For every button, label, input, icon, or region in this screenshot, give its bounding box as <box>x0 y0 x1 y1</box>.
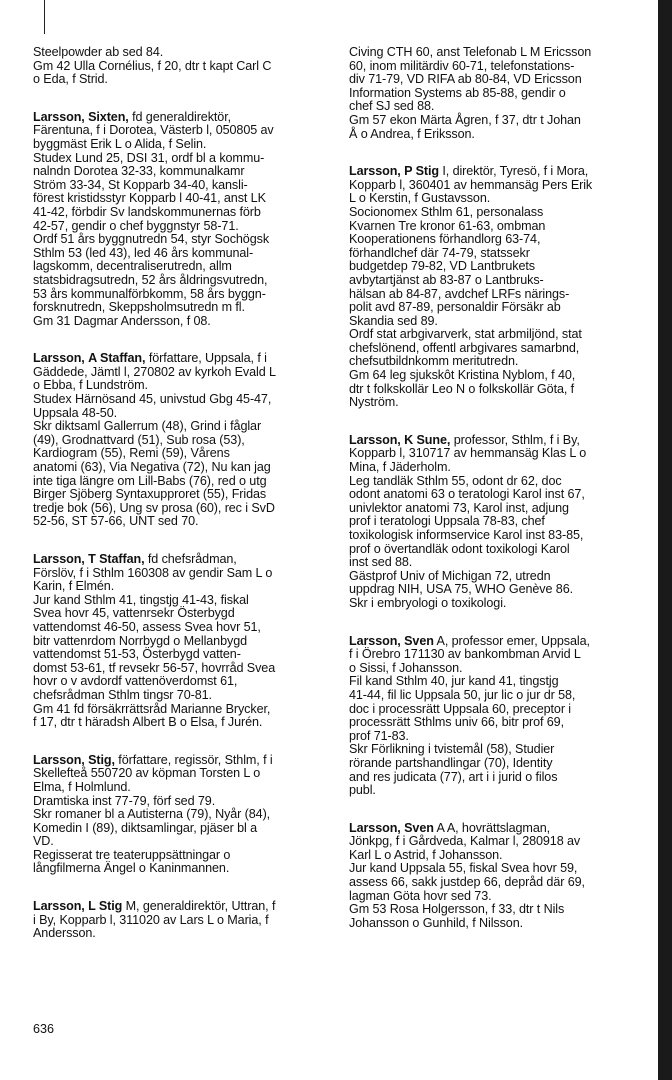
entry-heading-text: M, generaldirektör, Uttran, f <box>122 899 276 914</box>
entry-text-line: odont anatomi 63 o teratologi Karol inst 67, <box>349 487 585 502</box>
entry-text-line: L o Kerstin, f Gustavsson. <box>349 191 491 206</box>
entry-first-name: Sixten, <box>88 109 129 124</box>
entry-text-line: 52-56, ST 57-66, UNT sed 70. <box>33 514 199 529</box>
entry-text-line: 41-42, förbdir Sv landskommunernas förb <box>33 204 261 219</box>
entry-text-line: budgetdep 79-82, VD Lantbrukets <box>349 259 535 274</box>
entry-heading-text: fd generaldirektör, <box>128 109 232 124</box>
entry-text-line: Skellefteå 550720 av köpman Torsten L o <box>33 766 261 781</box>
entry-text-line: chefsrådman Sthlm tingsr 70-81. <box>33 687 212 702</box>
entry-text-line: Nyström. <box>349 395 399 410</box>
entry-text-line: inte tiga längre om Lill-Babs (76), red o utg <box>33 473 267 488</box>
entry-text-line: Kopparb l, 360401 av hemmansäg Pers Erik <box>349 177 593 192</box>
entry-text-line: Komedin I (89), diktsamlingar, pjäser bl a <box>33 820 257 835</box>
entry-text-line: Kardiogram (55), Remi (59), Vårens <box>33 446 230 461</box>
entry-text-line: rörande partshandlingar (70), Identity <box>349 755 553 770</box>
entry-heading <box>33 900 338 914</box>
entry-text-line: Gästprof Univ of Michigan 72, utredn <box>349 568 551 583</box>
entry-text-line: förhandlchef där 74-79, statssekr <box>349 245 530 260</box>
entry-surname: Larsson, <box>33 752 85 767</box>
entry-text-line: chef SJ sed 88. <box>349 99 435 114</box>
entry-text-line: Information Systems ab 85-88, gendir o <box>349 85 566 100</box>
left-column <box>33 46 338 965</box>
entry-surname: Larsson, <box>349 633 401 648</box>
scan-mark <box>44 0 45 34</box>
entry-heading <box>33 111 338 125</box>
entry-text-line: Karl L o Astrid, f Johansson. <box>349 847 503 862</box>
entry-text-line: Leg tandläk Sthlm 55, odont dr 62, doc <box>349 473 562 488</box>
entry-text-line: avbytartjänst ab 83-87 o Lantbruks- <box>349 272 544 287</box>
entry-heading <box>33 553 338 567</box>
entry-text-line: assess 66, sakk justdep 66, depråd där 69, <box>349 875 585 890</box>
entry-heading-text: A, professor emer, Uppsala, <box>433 633 590 648</box>
entry-text-line: Gm 53 Rosa Holgersson, f 33, dtr t Nils <box>349 902 565 917</box>
entry-text-line: Ordf stat arbgivarverk, stat arbmiljönd, stat <box>349 327 582 342</box>
entry-surname: Larsson, <box>33 899 85 914</box>
entry-surname: Larsson, <box>349 432 401 447</box>
entry-surname: Larsson, <box>33 351 85 366</box>
entry-text-line: Regisserat tre teateruppsättningar o <box>33 847 231 862</box>
entry-heading-text: fd chefsrådman, <box>144 552 237 566</box>
entry-text-line: 42-57, gendir o chef byggnstyr 58-71. <box>33 218 239 233</box>
entry-heading-text: A A, hovrättslagman, <box>433 820 551 835</box>
entry-first-name: Stig, <box>88 752 115 767</box>
entry-text-line: långfilmerna Ängel o Kaninmannen. <box>33 861 230 876</box>
entry-text-line: Gm 64 leg sjukskôt Kristina Nyblom, f 40, <box>349 368 576 383</box>
entry-heading <box>349 434 649 448</box>
entry-text-line: domst 53-61, tf revsekr 56-57, hovrråd Svea <box>33 660 276 675</box>
entry-text-line: Gm 42 Ulla Cornélius, f 20, dtr t kapt Carl C <box>33 58 272 73</box>
biography-entry <box>349 434 649 611</box>
biography-entry <box>33 111 338 329</box>
right-column <box>349 46 649 954</box>
entry-text-line: o Eda, f Strid. <box>33 72 108 87</box>
entry-text-line: Gm 41 fd försäkrrättsråd Marianne Brycker, <box>33 701 271 716</box>
entry-text-line: Svea hovr 45, vattenrsekr Österbygd <box>33 606 235 621</box>
entry-text-line: Gm 31 Dagmar Andersson, f 08. <box>33 313 211 328</box>
entry-text-line: förest kristidsstyr Kopparb l 40-41, anst LK <box>33 191 266 206</box>
entry-text-line: inst sed 88. <box>349 555 413 570</box>
entry-text-line: Skandia sed 89. <box>349 313 438 328</box>
entry-surname: Larsson, <box>349 164 401 179</box>
entry-first-name: A Staffan, <box>88 351 146 366</box>
entry-heading <box>349 635 649 649</box>
entry-text-line: Ström 33-34, St Kopparb 34-40, kansli- <box>33 177 248 192</box>
entry-text-line: polit avd 87-89, personaldir Försäkr ab <box>349 300 561 315</box>
entry-text-line: Fil kand Sthlm 40, jur kand 41, tingstjg <box>349 674 559 689</box>
entry-text-line: (49), Grodnattvard (51), Sub rosa (53), <box>33 432 245 447</box>
entry-first-name: L Stig <box>88 899 123 914</box>
entry-text-line: toxikologisk informservice Karol inst 83-85, <box>349 528 584 542</box>
biography-entry <box>349 165 649 410</box>
entry-text-line: VD. <box>33 834 54 849</box>
entry-text-line: forsknutredn, Skeppsholmsutredn m fl. <box>33 300 245 315</box>
entry-text-line: hälsan ab 84-87, avdchef LRFs närings- <box>349 286 570 301</box>
entry-surname: Larsson, <box>33 109 85 124</box>
entry-text-line: Skr Förlikning i tvistemål (58), Studier <box>349 742 555 757</box>
entry-text-line: Birger Sjöberg Syntaxupproret (55), Fridas <box>33 487 267 502</box>
entry-text-line: vattendomst 46-50, assess Svea hovr 51, <box>33 619 261 634</box>
entry-text-line: Å o Andrea, f Eriksson. <box>349 126 475 141</box>
entry-text-line: lagman Göta hovr sed 73. <box>349 888 492 903</box>
entry-text-line: doc i processrätt Uppsala 60, preceptor i <box>349 701 572 716</box>
entry-text-line: chefslönend, offentl arbgivares samarbnd, <box>349 340 580 355</box>
entry-text-line: vattendomst 51-53, Österbygd vatten- <box>33 647 241 662</box>
entry-text-line: Uppsala 48-50. <box>33 405 118 420</box>
entry-text-line: uppdrag NIH, USA 75, WHO Genève 86. <box>349 582 573 597</box>
entry-text-line: statsbidragsutredn, 52 års åldringsvutredn, <box>33 272 268 287</box>
entry-first-name: P Stig <box>404 164 439 179</box>
entry-text-line: Jur kand Uppsala 55, fiskal Svea hovr 59, <box>349 861 578 876</box>
entry-heading-text: I, direktör, Tyresö, f i Mora, <box>438 164 589 179</box>
entry-text-line: anatomi (63), Via Negativa (72), Nu kan jag <box>33 460 271 475</box>
scan-border <box>658 0 672 1080</box>
entry-text-line: Andersson. <box>33 926 96 941</box>
entry-text-line: Gäddede, Jämtl l, 270802 av kyrkoh Evald L <box>33 364 276 379</box>
entry-text-line: Färentuna, f i Dorotea, Västerb l, 050805 av <box>33 123 274 138</box>
entry-text-line: f 17, dtr t häradsh Albert B o Elsa, f Jurén. <box>33 715 263 730</box>
entry-text-line: chefsutbildnkomm meritutredn. <box>349 354 519 369</box>
biography-entry <box>33 46 338 87</box>
entry-text-line: lagskomm, decentraliserutredn, allm <box>33 259 232 274</box>
entry-text-line: Sthlm 53 (led 43), led 46 års kommunal- <box>33 245 254 260</box>
entry-first-name: Sven <box>404 633 434 648</box>
entry-first-name: Sven <box>404 820 434 835</box>
entry-text-line: Gm 57 ekon Märta Ågren, f 37, dtr t Johan <box>349 112 581 127</box>
biography-entry <box>33 754 338 876</box>
biography-entry <box>349 46 649 141</box>
page-number: 636 <box>33 1022 55 1036</box>
entry-text-line: Dramtiska inst 77-79, förf sed 79. <box>33 793 216 808</box>
entry-text-line: hovr o v avdordf vattenöverdomst 61, <box>33 674 238 689</box>
entry-surname: Larsson, <box>33 552 85 566</box>
entry-text-line: Jönkpg, f i Gårdveda, Kalmar l, 280918 av <box>349 834 581 849</box>
entry-text-line: prof 71-83. <box>349 728 409 743</box>
entry-text-line: Karin, f Elmén. <box>33 579 115 594</box>
entry-text-line: Skr i embryologi o toxikologi. <box>349 595 507 610</box>
entry-text-line: prof i teratologi Uppsala 78-83, chef <box>349 514 545 529</box>
entry-text-line: byggmäst Erik L o Alida, f Selin. <box>33 136 207 151</box>
entry-text-line: publ. <box>349 783 376 798</box>
entry-heading <box>33 352 338 366</box>
entry-text-line: processrätt Sthlms univ 66, bitr prof 69, <box>349 715 564 730</box>
entry-text-line: 41-44, fil lic Uppsala 50, jur lic o jur dr 58, <box>349 687 576 702</box>
entry-text-line: Mina, f Jäderholm. <box>349 460 451 475</box>
biography-entry <box>349 822 649 931</box>
entry-text-line: Kooperationens förhandlorg 63-74, <box>349 232 541 247</box>
entry-text-line: Ordf 51 års byggnutredn 54, styr Sochögsk <box>33 232 270 247</box>
entry-text-line: Kopparb l, 310717 av hemmansäg Klas L o <box>349 446 587 461</box>
entry-text-line: Kvarnen Tre kronor 61-63, ombman <box>349 218 546 233</box>
entry-text-line: div 71-79, VD RIFA ab 80-84, VD Ericsson <box>349 72 582 87</box>
entry-text-line: Johansson o Gunhild, f Nilsson. <box>349 915 524 930</box>
entry-text-line: 60, inom militärdiv 60-71, telefonstations- <box>349 58 575 73</box>
entry-text-line: Skr romaner bl a Autisterna (79), Nyår (84), <box>33 807 271 822</box>
entry-heading-text: författare, Uppsala, f i <box>145 351 267 366</box>
entry-heading <box>349 165 649 179</box>
entry-text-line: bitr vattenrdom Norrbygd o Mellanbygd <box>33 633 247 648</box>
entry-text-line: f i Örebro 171130 av bankombman Arvid L <box>349 647 581 662</box>
entry-text-line: prof o övertandläk odont toxikologi Karol <box>349 541 570 556</box>
entry-text-line: o Ebba, f Lundström. <box>33 378 148 393</box>
entry-text-line: Förslöv, f i Sthlm 160308 av gendir Sam L o <box>33 565 273 580</box>
entry-text-line: Steelpowder ab sed 84. <box>33 45 164 59</box>
entry-first-name: T Staffan, <box>88 552 145 566</box>
biography-entry <box>33 553 338 730</box>
biography-entry <box>349 635 649 798</box>
entry-heading-text: professor, Sthlm, f i By, <box>450 432 580 447</box>
entry-first-name: K Sune, <box>404 432 451 447</box>
entry-text-line: nalndn Dorotea 32-33, kommunalkamr <box>33 164 245 179</box>
entry-text-line: Jur kand Sthlm 41, tingstjg 41-43, fiskal <box>33 592 249 607</box>
biography-entry <box>33 900 338 941</box>
entry-text-line: o Sissi, f Johansson. <box>349 660 463 675</box>
entry-text-line: Skr diktsaml Gallerrum (48), Grind i fåglar <box>33 419 262 434</box>
entry-text-line: Civing CTH 60, anst Telefonab L M Ericsson <box>349 45 592 59</box>
entry-heading <box>349 822 649 836</box>
entry-heading <box>33 754 338 768</box>
entry-text-line: Studex Härnösand 45, univstud Gbg 45-47, <box>33 392 272 407</box>
entry-text-line: Studex Lund 25, DSI 31, ordf bl a kommu- <box>33 150 265 165</box>
entry-text-line: Socionomex Sthlm 61, personalass <box>349 204 544 219</box>
entry-heading-text: författare, regissör, Sthlm, f i <box>114 752 273 767</box>
entry-text-line: and res judicata (77), art i i jurid o filos <box>349 769 558 784</box>
biography-entry <box>33 352 338 529</box>
entry-text-line: i By, Kopparb l, 311020 av Lars L o Maria, f <box>33 912 269 927</box>
entry-surname: Larsson, <box>349 820 401 835</box>
entry-text-line: Elma, f Holmlund. <box>33 779 131 794</box>
entry-text-line: tredje bok (56), Ung sv prosa (60), rec i SvD <box>33 500 275 515</box>
entry-text-line: dtr t folkskollär Leo N o folkskollär Göta, f <box>349 381 575 396</box>
entry-text-line: 53 års kommunalförbkomm, 58 års byggn- <box>33 286 266 301</box>
entry-text-line: univlektor anatomi 73, Karol inst, adjung <box>349 500 569 515</box>
